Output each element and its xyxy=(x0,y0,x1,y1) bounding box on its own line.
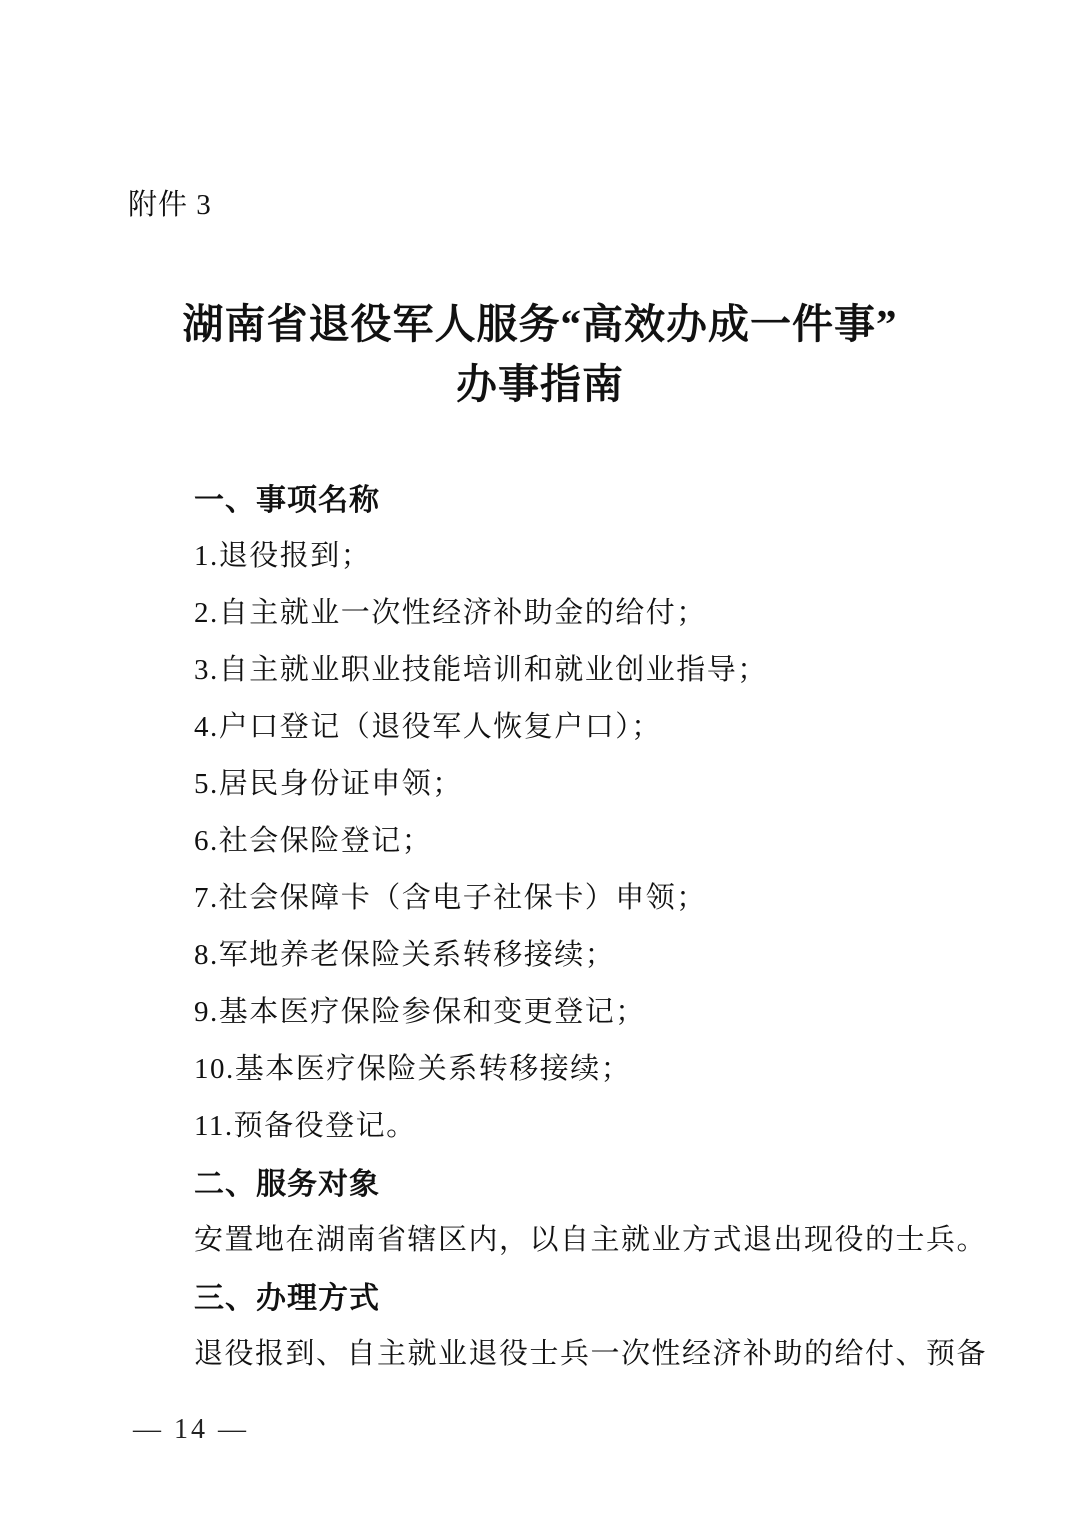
list-item: 4.户口登记（退役军人恢复户口）； xyxy=(194,711,662,743)
list-item: 3.自主就业职业技能培训和就业创业指导； xyxy=(194,654,768,686)
list-item: 10.基本医疗保险关系转移接续； xyxy=(194,1053,632,1085)
list-item: 2.自主就业一次性经济补助金的给付； xyxy=(194,597,707,629)
list-item: 5.居民身份证申领； xyxy=(194,768,463,800)
list-item: 8.军地养老保险关系转移接续； xyxy=(194,939,616,971)
section-heading-service-target: 二、服务对象 xyxy=(194,1167,380,1201)
section-paragraph-handling-method: 退役报到、自主就业退役士兵一次性经济补助的给付、预备 xyxy=(194,1338,988,1370)
attachment-label: 附件 3 xyxy=(128,189,212,221)
section-heading-handling-method: 三、办理方式 xyxy=(194,1281,380,1315)
list-item: 11.预备役登记。 xyxy=(194,1110,417,1142)
section-paragraph-service-target: 安置地在湖南省辖区内，以自主就业方式退出现役的士兵。 xyxy=(194,1224,988,1256)
section-heading-item-names: 一、事项名称 xyxy=(194,483,380,517)
list-item: 7.社会保障卡（含电子社保卡）申领； xyxy=(194,882,707,914)
list-item: 9.基本医疗保险参保和变更登记； xyxy=(194,996,646,1028)
list-item: 6.社会保险登记； xyxy=(194,825,433,857)
document-title xyxy=(0,294,1080,414)
document-title-line1: 湖南省退役军人服务“高效办成一件事” xyxy=(182,301,898,347)
document-title-line2: 办事指南 xyxy=(456,361,624,407)
page-number: — 14 — xyxy=(133,1414,249,1445)
list-item: 1.退役报到； xyxy=(194,540,372,572)
document-body xyxy=(194,468,988,1380)
